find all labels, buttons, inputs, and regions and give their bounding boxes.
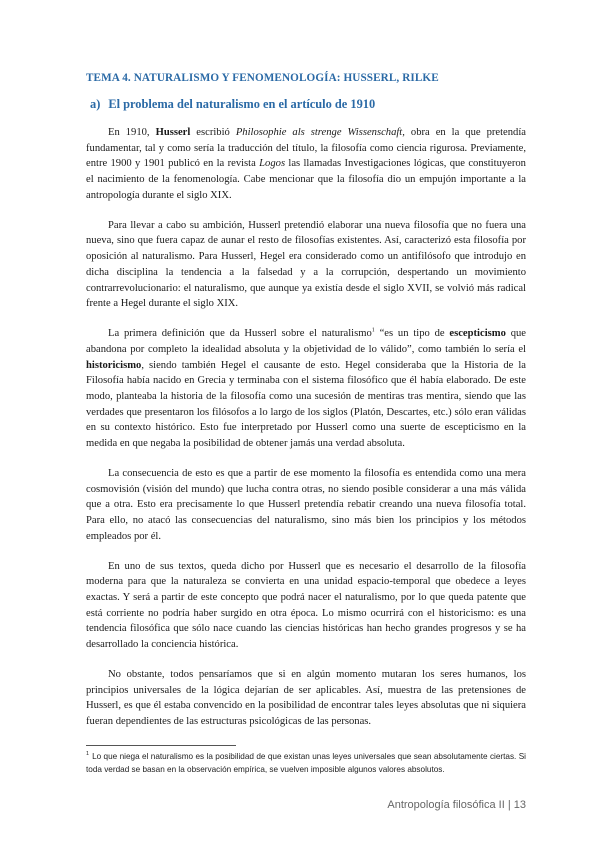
chapter-title: TEMA 4. NATURALISMO Y FENOMENOLOGÍA: HUSSERL, RILKE: [86, 72, 439, 84]
section-letter: a): [90, 97, 101, 111]
paragraph-5: En uno de sus textos, queda dicho por Husserl que es necesario el desarrollo de la filosofía moderna para que la naturaleza se convierta en una unidad espacio-temporal que obedece a leyes exactas. Y será a partir de este concepto que podrá nacer el naturalismo, por lo que queda patente que está corriente no podría haber surgido en otra época. Lo mismo ocurrirá con el historicismo: es una tendencia filosófica que sólo nace cuando las ciencias históricas han hecho grandes progresos y se ha desarrollado la conciencia histórica.: [86, 560, 526, 651]
footnote-reference[interactable]: 1: [371, 327, 375, 334]
text-run: En 1910,: [108, 127, 156, 138]
bold-term: Husserl: [155, 127, 191, 138]
body-text: [86, 125, 526, 744]
section-title: El problema del naturalismo en el artículo de 1910: [108, 97, 376, 111]
paragraph-6: No obstante, todos pensaríamos que si en algún momento mutaran los seres humanos, los principios universales de la lógica dejarían de ser aplicables. Así, muestra de las pretensiones de Husserl, es que él estaba convencido en la posibilidad de encontrar tales leyes absolutas que ni siquiera fueran dependientes de las estructuras psicológicas de las personas.: [86, 669, 526, 728]
bold-term: historicismo: [86, 359, 142, 371]
text-run: “es un tipo de: [374, 328, 450, 340]
footnote-separator: [86, 745, 236, 746]
italic-title: Logos: [259, 158, 286, 170]
footnote-text: Lo que niega el naturalismo es la posibilidad de que existan unas leyes universales que sean absolutamente ciertas. Si toda verdad se basan en la observación empírica, se vuelven imposible algunos valores absolutos.: [86, 752, 526, 774]
footnote-number: 1: [86, 751, 90, 758]
paragraph-3: [86, 326, 526, 452]
bold-term: escepticismo: [449, 328, 506, 340]
page-footer: [387, 799, 526, 811]
footnote: [86, 751, 526, 776]
text-run: , obra en la que pretendía fundamentar, tal y como sería la traducción del título, la filosofía como ciencia rigurosa. Previamente, entre 1900 y 1901 publicó en la revista: [86, 127, 526, 170]
text-run: , siendo también Hegel el causante de esto. Hegel consideraba que la Historia de la Filosofía había nacido en Grecia y terminaba con el sistema filosófico que él había elaborado. De este modo, planteaba la historia de la filosofía como una sucesión de mentiras tras mentira, siendo que las verdades que presentaron los filósofos a lo largo de los siglos (Platón, Descartes, etc.) sólo eran válidas en su contexto histórico. Esto fue interpretado por Husserl como una suerte de escepticismo en la medida en que negaba la posibilidad de obtener jamás una verdad absoluta.: [86, 359, 526, 450]
paragraph-1: [86, 125, 526, 204]
paragraph-2: Para llevar a cabo su ambición, Husserl pretendió elaborar una nueva filosofía que no fuera una nueva, sino que fuera capaz de aunar el resto de filosofías existentes. Así, caracterizó esta filosofía por oposición al naturalismo. Para Husserl, Hegel era considerado como un antifilósofo que introdujo en dicha disciplina la tendencia a la falsedad y a la corrupción, despertando un movimiento contrarrevolucionario: el naturalismo, que aunque ya existía desde el siglo XVII, se volvió más radical frente a Hegel durante el siglo XIX.: [86, 219, 526, 310]
italic-title: Philosophie als strenge Wissenschaft: [235, 127, 403, 138]
section-heading: [90, 97, 520, 112]
page-number: 13: [513, 799, 526, 811]
footer-course: Antropología filosófica II: [387, 799, 505, 811]
text-run: que abandona por completo la idealidad absoluta y la objetividad de lo válido”, como también lo sería el: [86, 328, 526, 355]
text-run: La primera definición que da Husserl sobre el naturalismo: [108, 328, 372, 340]
footer-separator: |: [504, 799, 514, 811]
text-run: escribió: [190, 127, 236, 138]
paragraph-4: La consecuencia de esto es que a partir de ese momento la filosofía es entendida como una mera cosmovisión (visión del mundo) que lucha contra otras, no siendo posible considerar a una más válida que a otra. Esto era precisamente lo que Husserl pretendía rebatir creando una nueva filosofía total. Para ello, no atacó las consecuencias del naturalismo, sino más bien los principios y los métodos empleados por él.: [86, 467, 526, 542]
text-run: las llamadas Investigaciones lógicas, que constituyeron el nacimiento de la fenomenología. Cabe mencionar que la filosofía dio un empujón importante a la antropología durante el siglo XIX.: [86, 158, 526, 201]
